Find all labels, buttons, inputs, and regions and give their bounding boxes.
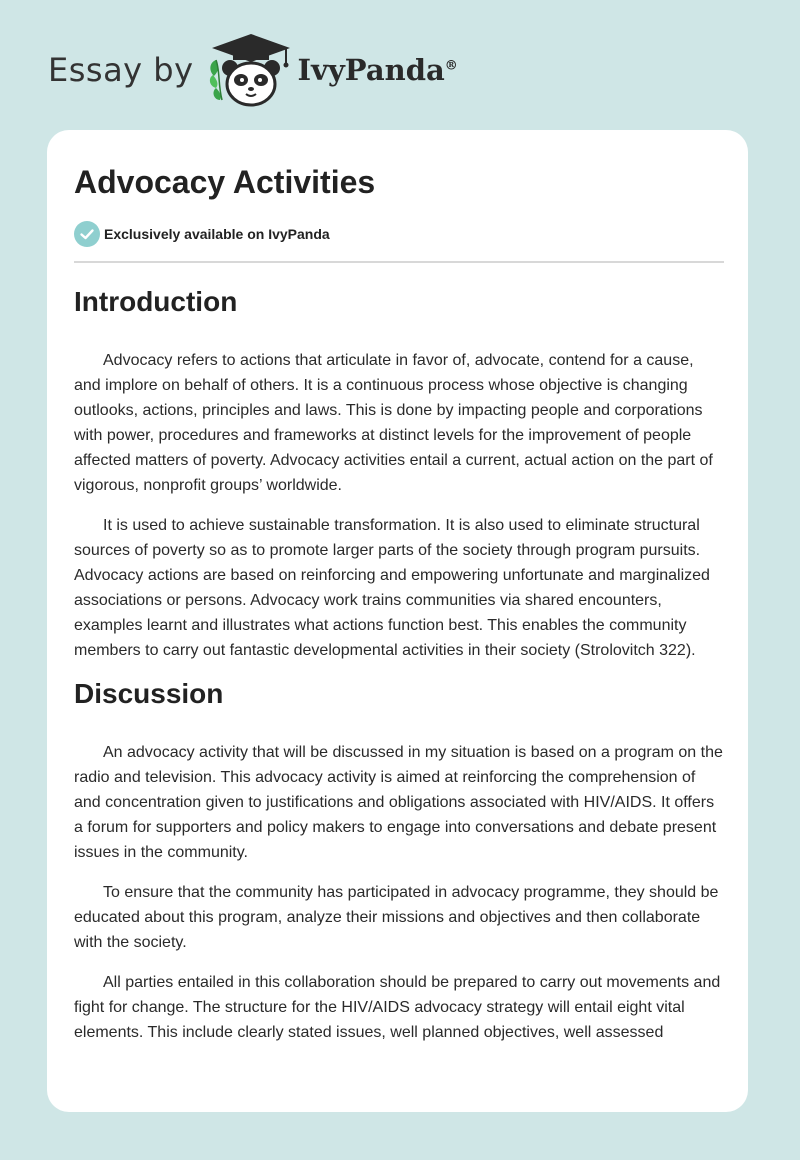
section-heading-introduction: Introduction xyxy=(74,286,238,317)
exclusive-badge xyxy=(74,221,330,247)
paragraph: It is used to achieve sustainable transformation. It is also used to eliminate structural sources of poverty so as to promote larger parts of the society through program pursuits. Advocacy actions are based on reinforcing and empowering unfortunate and marginalized associations or persons. Advocacy work trains communities via shared encounters, examples learnt and illustrates what actions function best. This enables the community members to carry out fantastic developmental activities in their society (Strolovitch 322). xyxy=(74,517,710,659)
paragraph: All parties entailed in this collaboration should be prepared to carry out movements and fight for change. The structure for the HIV/AIDS advocacy strategy will entail eight vital elements. This include clearly stated issues, well planned objectives, well assessed xyxy=(74,974,721,1041)
paragraph: To ensure that the community has participated in advocacy programme, they should be educated about this program, analyze their missions and objectives and then collaborate with the society. xyxy=(74,884,719,951)
article-content xyxy=(74,280,724,1060)
brand-header xyxy=(48,30,458,110)
exclusive-badge-text: Exclusively available on IvyPanda xyxy=(104,226,330,242)
check-circle-icon xyxy=(74,221,100,247)
section-heading-discussion: Discussion xyxy=(74,678,224,709)
registered-mark: ® xyxy=(444,58,458,74)
paragraph: Advocacy refers to actions that articulate in favor of, advocate, contend for a cause, and implore on behalf of others. It is a continuous process whose objective is changing outlooks, actions, principles and laws. This is done by impacting people and corporations with power, procedures and frameworks at distinct levels for the improvement of people affected matters of poverty. Advocacy activities entail a current, actual action on the part of vigorous, nonprofit groups’ worldwide. xyxy=(74,352,713,494)
article-card xyxy=(47,130,748,1112)
title-divider xyxy=(74,261,724,263)
essay-by-label: Essay by xyxy=(48,51,194,89)
paragraph: An advocacy activity that will be discussed in my situation is based on a program on the radio and television. This advocacy activity is aimed at reinforcing the comprehension of and concentration given to justifications and obligations associated with HIV/AIDS. It offers a forum for supporters and policy makers to engage into conversations and debate present issues in the community. xyxy=(74,744,723,861)
article-title: Advocacy Activities xyxy=(74,164,376,200)
brand-name: IvyPanda® xyxy=(297,53,458,87)
panda-logo-icon xyxy=(206,30,296,110)
